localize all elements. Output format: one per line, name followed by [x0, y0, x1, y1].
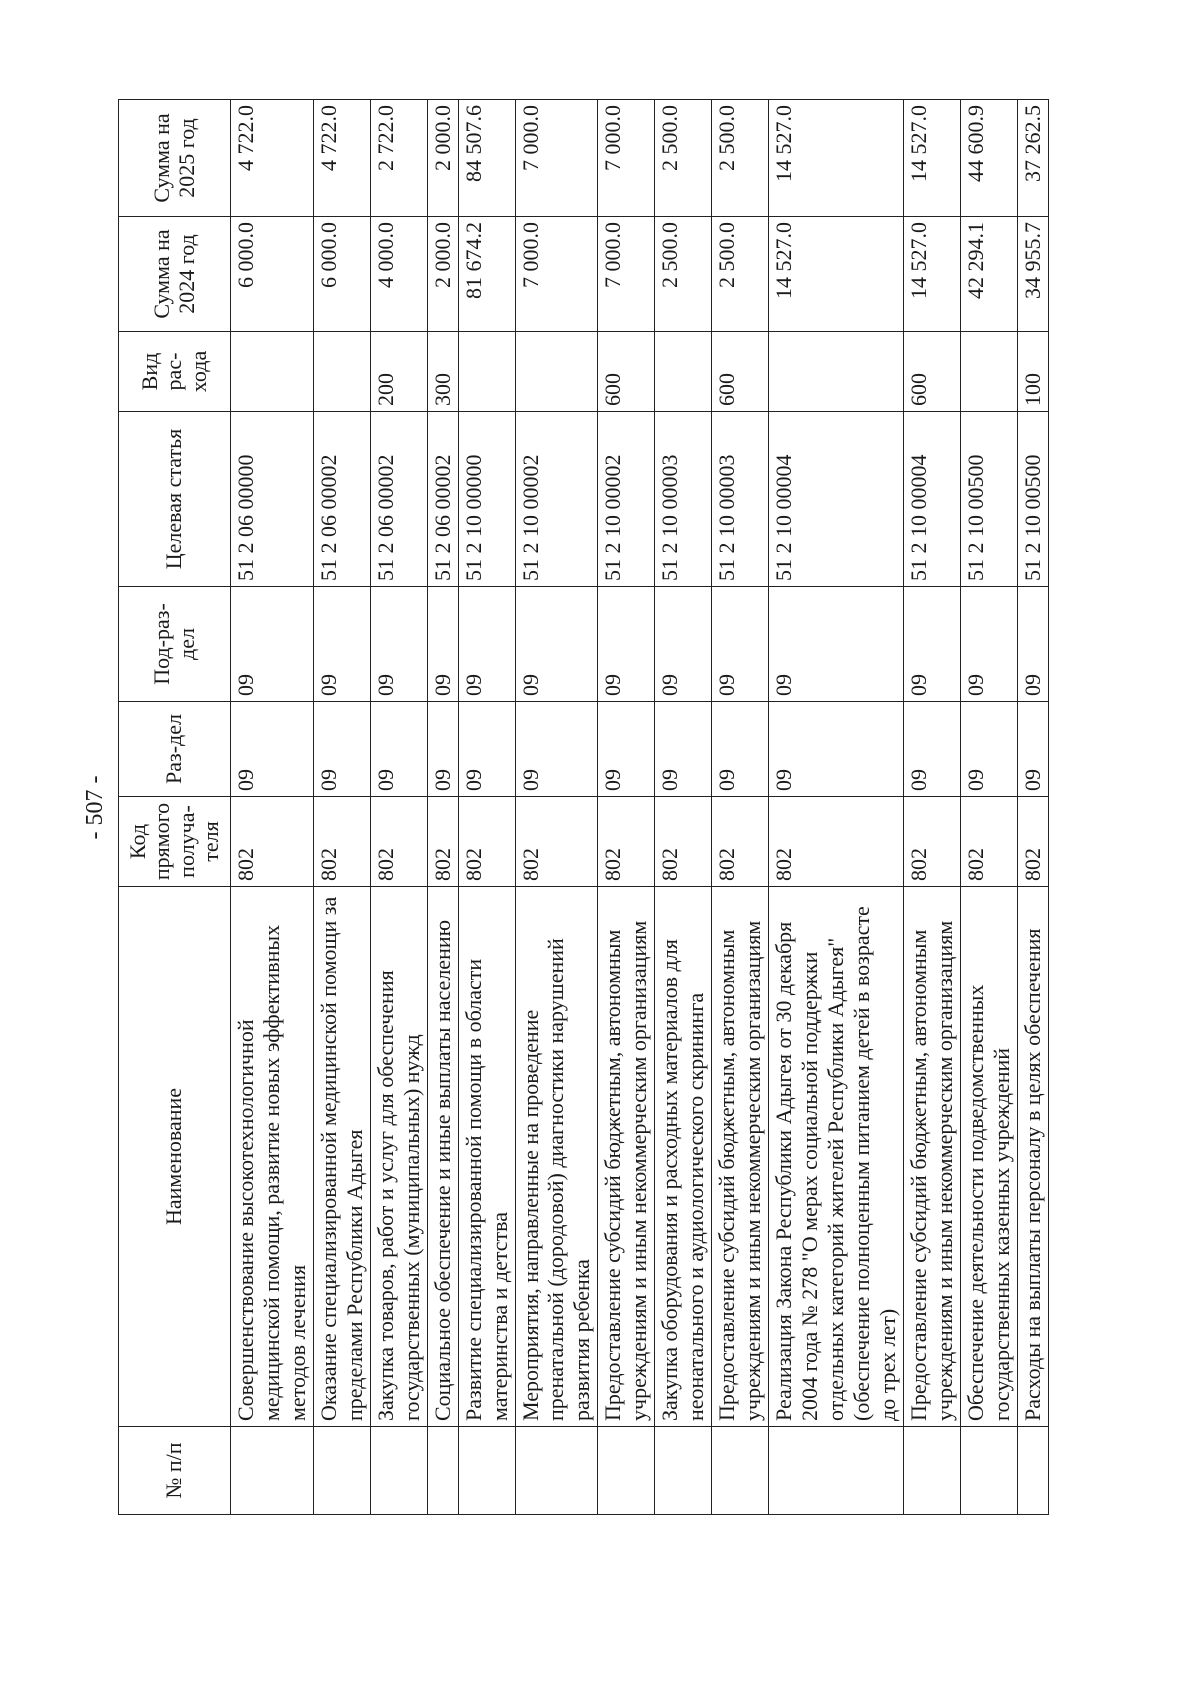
cell-no: [313, 1427, 370, 1515]
cell-no: [598, 1427, 655, 1515]
cell-celevaya: 51 2 06 00002: [313, 412, 370, 587]
budget-table: [118, 99, 1049, 1515]
cell-razdel: 09: [427, 702, 458, 797]
table-row: [231, 100, 314, 1515]
cell-kod: 802: [903, 797, 960, 887]
cell-no: [960, 1427, 1017, 1515]
cell-sum2025: 37 262.5: [1017, 100, 1048, 217]
cell-vid: 600: [903, 332, 960, 412]
cell-razdel: 09: [370, 702, 427, 797]
cell-name: Мероприятия, направленные на проведение пренатальной (дородовой) диагностики нарушений развития ребенка: [515, 887, 598, 1427]
cell-no: [458, 1427, 515, 1515]
cell-no: [769, 1427, 904, 1515]
header-no: № п/п: [119, 1427, 231, 1515]
table-row: [515, 100, 598, 1515]
cell-sum2024: 6 000.0: [231, 217, 314, 332]
cell-sum2025: 44 600.9: [960, 100, 1017, 217]
cell-kod: 802: [313, 797, 370, 887]
cell-razdel: 09: [1017, 702, 1048, 797]
cell-kod: 802: [370, 797, 427, 887]
cell-sum2024: 34 955.7: [1017, 217, 1048, 332]
cell-name: Предоставление субсидий бюджетным, автономным учреждениям и иным некоммерческим организациям: [903, 887, 960, 1427]
cell-name: Закупка товаров, работ и услуг для обеспечения государственных (муниципальных) нужд: [370, 887, 427, 1427]
cell-name: Социальное обеспечение и иные выплаты населению: [427, 887, 458, 1427]
cell-kod: 802: [598, 797, 655, 887]
cell-celevaya: 51 2 10 00004: [903, 412, 960, 587]
cell-celevaya: 51 2 06 00002: [370, 412, 427, 587]
cell-sum2024: 42 294.1: [960, 217, 1017, 332]
cell-celevaya: 51 2 10 00500: [960, 412, 1017, 587]
cell-vid: [769, 332, 904, 412]
cell-sum2025: 7 000.0: [515, 100, 598, 217]
cell-name: Реализация Закона Республики Адыгея от 30 декабря 2004 года № 278 "О мерах социальной поддержки отдельных категорий жителей Республики Адыгея" (обеспечение полноценным питанием детей в возрасте до трех лет): [769, 887, 904, 1427]
cell-name: Предоставление субсидий бюджетным, автономным учреждениям и иным некоммерческим организациям: [598, 887, 655, 1427]
cell-celevaya: 51 2 06 00002: [427, 412, 458, 587]
cell-sum2025: 4 722.0: [313, 100, 370, 217]
cell-sum2025: 2 500.0: [655, 100, 712, 217]
cell-sum2024: 14 527.0: [769, 217, 904, 332]
cell-no: [903, 1427, 960, 1515]
cell-sum2024: 2 000.0: [427, 217, 458, 332]
cell-sum2024: 7 000.0: [598, 217, 655, 332]
cell-sum2025: 4 722.0: [231, 100, 314, 217]
cell-name: Оказание специализированной медицинской помощи за пределами Республики Адыгея: [313, 887, 370, 1427]
cell-podrazdel: 09: [903, 587, 960, 702]
table-row: [458, 100, 515, 1515]
cell-name: Закупка оборудования и расходных материалов для неонатального и аудиологического скрининга: [655, 887, 712, 1427]
cell-kod: 802: [231, 797, 314, 887]
cell-podrazdel: 09: [960, 587, 1017, 702]
cell-razdel: 09: [960, 702, 1017, 797]
cell-celevaya: 51 2 10 00002: [598, 412, 655, 587]
cell-no: [370, 1427, 427, 1515]
page-number: - 507 -: [82, 775, 108, 840]
cell-vid: [231, 332, 314, 412]
cell-podrazdel: 09: [313, 587, 370, 702]
cell-razdel: 09: [515, 702, 598, 797]
table-row: [960, 100, 1017, 1515]
cell-celevaya: 51 2 10 00500: [1017, 412, 1048, 587]
cell-sum2024: 7 000.0: [515, 217, 598, 332]
cell-celevaya: 51 2 10 00000: [458, 412, 515, 587]
cell-vid: 600: [598, 332, 655, 412]
cell-vid: [515, 332, 598, 412]
table-row: [313, 100, 370, 1515]
cell-vid: [960, 332, 1017, 412]
cell-no: [1017, 1427, 1048, 1515]
cell-sum2024: 14 527.0: [903, 217, 960, 332]
header-vid: Вид рас-хода: [119, 332, 231, 412]
cell-sum2025: 84 507.6: [458, 100, 515, 217]
cell-vid: [655, 332, 712, 412]
header-sum2025: Сумма на 2025 год: [119, 100, 231, 217]
cell-podrazdel: 09: [231, 587, 314, 702]
cell-kod: 802: [515, 797, 598, 887]
table-header-row: [119, 100, 231, 1515]
cell-vid: [313, 332, 370, 412]
cell-vid: [458, 332, 515, 412]
table-row: [655, 100, 712, 1515]
cell-razdel: 09: [458, 702, 515, 797]
table-row: [903, 100, 960, 1515]
cell-kod: 802: [427, 797, 458, 887]
cell-kod: 802: [655, 797, 712, 887]
cell-name: Обеспечение деятельности подведомственных государственных казенных учреждений: [960, 887, 1017, 1427]
cell-celevaya: 51 2 10 00003: [655, 412, 712, 587]
header-kod: Код прямого получа-теля: [119, 797, 231, 887]
cell-razdel: 09: [712, 702, 769, 797]
cell-podrazdel: 09: [515, 587, 598, 702]
cell-razdel: 09: [231, 702, 314, 797]
cell-no: [712, 1427, 769, 1515]
cell-name: Развитие специализированной помощи в области материнства и детства: [458, 887, 515, 1427]
cell-kod: 802: [458, 797, 515, 887]
cell-podrazdel: 09: [370, 587, 427, 702]
cell-podrazdel: 09: [427, 587, 458, 702]
table-row: [712, 100, 769, 1515]
header-podrazdel: Под-раз-дел: [119, 587, 231, 702]
cell-vid: 200: [370, 332, 427, 412]
table-row: [598, 100, 655, 1515]
cell-no: [231, 1427, 314, 1515]
cell-razdel: 09: [313, 702, 370, 797]
cell-sum2025: 14 527.0: [769, 100, 904, 217]
table-row: [769, 100, 904, 1515]
cell-kod: 802: [960, 797, 1017, 887]
cell-podrazdel: 09: [1017, 587, 1048, 702]
cell-sum2025: 2 000.0: [427, 100, 458, 217]
cell-sum2024: 2 500.0: [712, 217, 769, 332]
cell-sum2024: 6 000.0: [313, 217, 370, 332]
header-name: Наименование: [119, 887, 231, 1427]
rotated-page: [0, 15, 1130, 1600]
cell-sum2024: 2 500.0: [655, 217, 712, 332]
table-row: [370, 100, 427, 1515]
cell-celevaya: 51 2 10 00004: [769, 412, 904, 587]
cell-vid: 300: [427, 332, 458, 412]
cell-sum2025: 7 000.0: [598, 100, 655, 217]
cell-razdel: 09: [903, 702, 960, 797]
cell-podrazdel: 09: [712, 587, 769, 702]
cell-kod: 802: [1017, 797, 1048, 887]
header-celevaya: Целевая статья: [119, 412, 231, 587]
cell-name: Совершенствование высокотехнологичной медицинской помощи, развитие новых эффективных методов лечения: [231, 887, 314, 1427]
header-sum2024: Сумма на 2024 год: [119, 217, 231, 332]
cell-no: [655, 1427, 712, 1515]
cell-kod: 802: [769, 797, 904, 887]
cell-kod: 802: [712, 797, 769, 887]
cell-sum2025: 14 527.0: [903, 100, 960, 217]
cell-razdel: 09: [655, 702, 712, 797]
cell-celevaya: 51 2 06 00000: [231, 412, 314, 587]
cell-sum2024: 4 000.0: [370, 217, 427, 332]
cell-sum2024: 81 674.2: [458, 217, 515, 332]
table-row: [427, 100, 458, 1515]
cell-razdel: 09: [598, 702, 655, 797]
cell-celevaya: 51 2 10 00003: [712, 412, 769, 587]
cell-vid: 100: [1017, 332, 1048, 412]
cell-podrazdel: 09: [769, 587, 904, 702]
cell-podrazdel: 09: [598, 587, 655, 702]
cell-podrazdel: 09: [458, 587, 515, 702]
table-body: [231, 100, 1049, 1515]
table-row: [1017, 100, 1048, 1515]
cell-vid: 600: [712, 332, 769, 412]
cell-name: Предоставление субсидий бюджетным, автономным учреждениям и иным некоммерческим организациям: [712, 887, 769, 1427]
cell-razdel: 09: [769, 702, 904, 797]
cell-name: Расходы на выплаты персоналу в целях обеспечения: [1017, 887, 1048, 1427]
cell-celevaya: 51 2 10 00002: [515, 412, 598, 587]
cell-podrazdel: 09: [655, 587, 712, 702]
cell-no: [427, 1427, 458, 1515]
cell-sum2025: 2 722.0: [370, 100, 427, 217]
cell-sum2025: 2 500.0: [712, 100, 769, 217]
header-razdel: Раз-дел: [119, 702, 231, 797]
cell-no: [515, 1427, 598, 1515]
